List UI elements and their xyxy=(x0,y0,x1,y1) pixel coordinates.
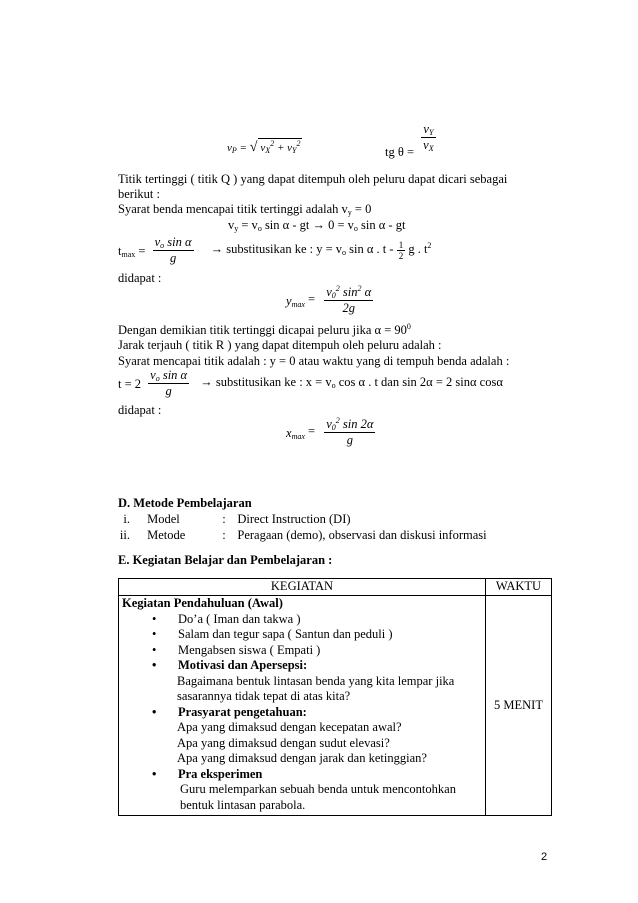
paragraph-1-line1: Titik tertinggi ( titik Q ) yang dapat ditempuh oleh peluru dapat dicari sebagai xyxy=(118,172,508,186)
section-d-title: D. Metode Pembelajaran xyxy=(118,496,252,510)
list-item: • Pra eksperimen xyxy=(122,767,482,783)
motivasi-line: Bagaimana bentuk lintasan benda yang kita lempar jika xyxy=(177,673,455,688)
equation-vy: $v_y = v_o$ sin α - gt → $0 = v_o$ sin α - gt xyxy=(228,218,406,233)
formula-tg: tg θ = $\frac{v_Y}{v_X}$ xyxy=(385,122,434,160)
waktu-cell: 5 MENIT xyxy=(486,596,552,816)
page-number: 2 xyxy=(541,851,548,863)
list-item: • Motivasi dan Apersepsi: xyxy=(122,658,482,674)
table-row xyxy=(119,596,552,816)
pra-line: Guru melemparkan sebuah benda untuk mencontohkan xyxy=(180,782,456,796)
formula-vp: $v_P$ = √ $v_X^2 + v_Y^2$ xyxy=(227,139,301,155)
header-kegiatan: KEGIATAN xyxy=(119,579,486,596)
kegiatan-cell xyxy=(119,596,486,816)
list-item: • Prasyarat pengetahuan: xyxy=(122,705,482,721)
paragraph-5: Syarat mencapai titik adalah : y = 0 atau waktu yang di tempuh benda adalah : xyxy=(118,354,510,368)
pra-line: bentuk lintasan parabola. xyxy=(180,797,306,812)
equation-ymax: $y_{max}$ = $\frac{v_0^2 \sin^2 \alpha}{2g}$ xyxy=(286,284,372,315)
paragraph-3: Dengan demikian titik tertinggi dicapai peluru jika $\alpha = 90^0$ xyxy=(118,322,411,337)
equation-tmax: $t_{max}$ = $\frac{v_o \sin \alpha}{g}$ → substitusikan ke : $y = v_o$ sin α . t - $\frac{1}{2}$ g . $t^2$ xyxy=(118,235,432,265)
list-item: • Mengabsen siswa ( Empati ) xyxy=(122,643,482,659)
section-e-title: E. Kegiatan Belajar dan Pembelajaran : xyxy=(118,553,333,567)
section-d-item-1: i. Model : Direct Instruction (DI) xyxy=(123,512,351,526)
prasyarat-line: Apa yang dimaksud dengan sudut elevasi? xyxy=(177,735,390,750)
paragraph-4: Jarak terjauh ( titik R ) yang dapat ditempuh oleh peluru adalah : xyxy=(118,338,442,352)
equation-xmax: $x_{max}$ = $\frac{v_0^2 \sin 2\alpha}{g}$ xyxy=(286,416,374,447)
paragraph-2: Syarat benda mencapai titik tertinggi adalah $v_y = 0$ xyxy=(118,202,372,217)
prasyarat-line: Apa yang dimaksud dengan kecepatan awal? xyxy=(177,720,402,734)
paragraph-1-line2: berikut : xyxy=(118,187,161,201)
list-item: • Salam dan tegur sapa ( Santun dan peduli ) xyxy=(122,627,482,643)
prasyarat-line: Apa yang dimaksud dengan jarak dan ketinggian? xyxy=(177,751,427,765)
phase-title: Kegiatan Pendahuluan (Awal) xyxy=(122,596,283,610)
list-item: • Do’a ( Iman dan takwa ) xyxy=(122,612,482,628)
didapat-1: didapat : xyxy=(118,271,162,285)
table-header-row xyxy=(119,579,552,596)
kegiatan-table xyxy=(118,578,552,816)
header-waktu: WAKTU xyxy=(486,579,552,596)
equation-t: t = 2 $\frac{v_o \sin \alpha}{g}$ → substitusikan ke : $x = v_o$ cos α . t dan sin 2α = 2 sinα cosα xyxy=(118,368,503,398)
motivasi-line: sasarannya tidak tepat di atas kita? xyxy=(177,689,351,703)
section-d-item-2: ii. Metode : Peragaan (demo), observasi dan diskusi informasi xyxy=(119,528,487,542)
didapat-2: didapat : xyxy=(118,403,162,417)
